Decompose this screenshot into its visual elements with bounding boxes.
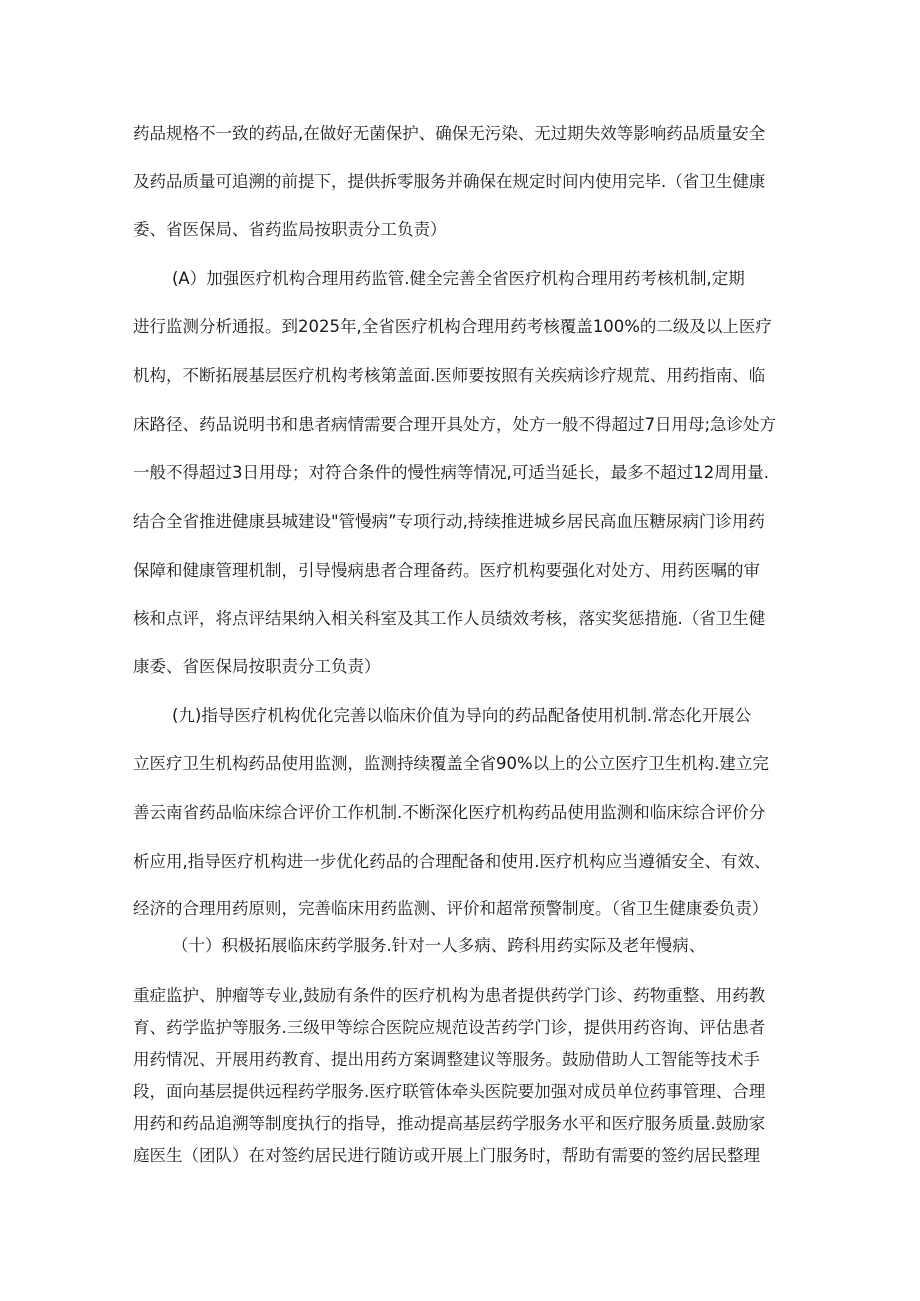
- paragraph-line: 用药情况、开展用药教育、提出用药方案调整建议等服务。鼓励借助人工智能等技术手: [133, 1050, 760, 1069]
- paragraph-line: 委、省医保局、省药监局按职责分工负责）: [133, 220, 447, 239]
- paragraph-line: 重症监护、肿瘤等专业,鼓励有条件的医疗机构为患者提供药学门诊、药物重整、用药教: [133, 986, 766, 1005]
- paragraph-line: 育、药学监护等服务.三级甲等综合医院应规范设苦药学门诊，提供用药咨询、评估患者: [133, 1018, 766, 1037]
- paragraph-line: 核和点评，将点评结果纳入相关科室及其工作人员绩效考核，落实奖惩措施.（省卫生健: [133, 609, 766, 628]
- paragraph-line: 段，面向基层提供远程药学服务.医疗联管体牵头医院要加强对成员单位药事管理、合理: [133, 1082, 766, 1101]
- paragraph-line: 善云南省药品临床综合评价工作机制.不断深化医疗机构药品使用监测和临床综合评价分: [133, 803, 766, 822]
- paragraph-line: （十）积极拓展临床药学服务.针对一人多病、跨科用药实际及老年慢病、: [172, 936, 706, 955]
- paragraph-line: 药品规格不一致的药品,在做好无菌保护、确保无污染、无过期失效等影响药品质量安全: [133, 124, 766, 143]
- paragraph-line: 床路径、药品说明书和患者病情需要合理开具处方，处方一般不得超过7日用母;急诊处方: [133, 415, 777, 434]
- paragraph-line: 康委、省医保局按职责分工负责）: [133, 657, 381, 676]
- paragraph-line: 结合全省推进健康县城建设"管慢病”专项行动,持续推进城乡居民高血压糖尿病门诊用药: [133, 512, 765, 531]
- paragraph-line: 析应用,指导医疗机构进一步优化药品的合理配备和使用.医疗机构应当遵循安全、有效、: [133, 852, 771, 871]
- paragraph-line: 保障和健康管理机制，引导慢病患者合理备药。医疗机构要强化对处方、用药医嘱的审: [133, 561, 760, 580]
- paragraph-line: 及药品质量可追溯的前提下，提供拆零服务并确保在规定时间内使用完毕.（省卫生健康: [133, 172, 766, 191]
- paragraph-line: 机构，不断拓展基层医疗机构考核第盖面.医师要按照有关疾病诊疗规荒、用药指南、临: [133, 366, 766, 385]
- paragraph-line: 用药和药品追溯等制度执行的指导，推动提高基层药学服务水平和医疗服务质量.鼓励家: [133, 1114, 766, 1133]
- paragraph-line: (A）加强医疗机构合理用药监管.健全完善全省医疗机构合理用药考核机制,定期: [172, 269, 745, 288]
- paragraph-line: 立医疗卫生机构药品使用监测，监测持续覆盖全省90%以上的公立医疗卫生机构.建立完: [133, 754, 769, 773]
- paragraph-line: 庭医生（团队）在对签约居民进行随访或开展上门服务时，帮助有需要的签约居民整理: [133, 1146, 760, 1165]
- paragraph-line: 经济的合理用药原则，完善临床用药监测、评价和超常预警制度。（省卫生健康委负责）: [133, 899, 769, 918]
- paragraph-line: 一般不得超过3日用母；对符合条件的慢性病等情况,可适当延长，最多不超过12周用量.: [133, 463, 769, 482]
- paragraph-line: 进行监测分析通报。到2025年,全省医疗机构合理用药考核覆盖100%的二级及以上医疗: [133, 317, 772, 336]
- paragraph-line: (九)指导医疗机构优化完善以临床价值为导向的药品配备使用机制.常态化开展公: [172, 706, 752, 725]
